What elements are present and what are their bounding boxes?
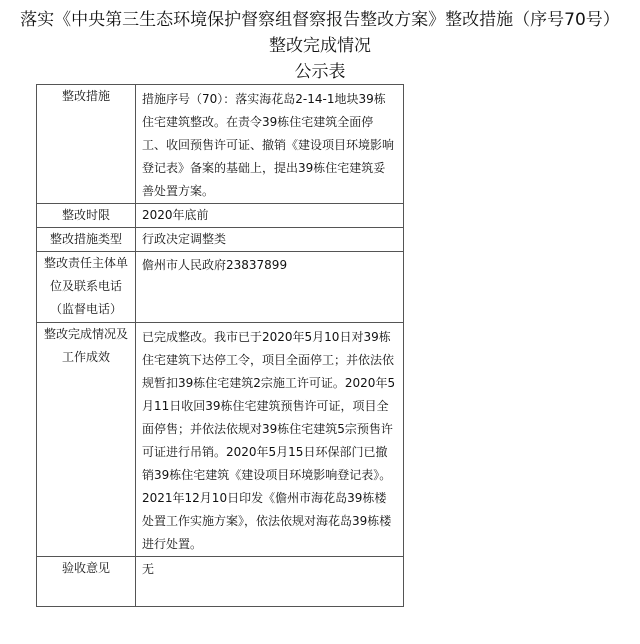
table-row bbox=[37, 204, 404, 228]
table-row bbox=[37, 228, 404, 252]
document-caption: 公示表 bbox=[294, 62, 346, 82]
row-label-deadline: 整改时限 bbox=[37, 204, 136, 228]
document-subtitle: 整改完成情况 bbox=[269, 36, 371, 56]
row-label-result: 整改完成情况及工作成效 bbox=[37, 323, 136, 557]
row-label-responsible: 整改责任主体单位及联系电话（监督电话） bbox=[37, 252, 136, 323]
notice-table bbox=[36, 84, 404, 607]
table-row bbox=[37, 252, 404, 323]
row-value-deadline: 2020年底前 bbox=[136, 204, 404, 228]
row-value-type: 行政决定调整类 bbox=[136, 228, 404, 252]
row-value-measure: 措施序号（70）：落实海花岛2-14-1地块39栋住宅建筑整改。在责令39栋住宅建筑全面停工、收回预售许可证、撤销《建设项目环境影响登记表》备案的基础上，提出39栋住宅建筑妥善处置方案。 bbox=[136, 85, 404, 204]
row-label-acceptance: 验收意见 bbox=[37, 557, 136, 607]
table-row bbox=[37, 557, 404, 607]
row-label-type: 整改措施类型 bbox=[37, 228, 136, 252]
row-value-responsible: 儋州市人民政府23837899 bbox=[136, 252, 404, 323]
row-value-result: 已完成整改。我市已于2020年5月10日对39栋住宅建筑下达停工令，项目全面停工；并依法依规暂扣39栋住宅建筑2宗施工许可证。2020年5月11日收回39栋住宅建筑预售许可证，项目全面停售；并依法依规对39栋住宅建筑5宗预售许可证进行吊销。2020年5月15日环保部门已撤销39栋住宅建筑《建设项目环境影响登记表》。2021年12月10日印发《儋州市海花岛39栋楼处置工作实施方案》，依法依规对海花岛39栋楼进行处置。 bbox=[136, 323, 404, 557]
table-row bbox=[37, 323, 404, 557]
table-row bbox=[37, 85, 404, 204]
document-title: 落实《中央第三生态环境保护督察组督察报告整改方案》整改措施（序号70号） bbox=[20, 10, 620, 30]
row-value-acceptance: 无 bbox=[136, 557, 404, 607]
row-label-measure: 整改措施 bbox=[37, 85, 136, 204]
